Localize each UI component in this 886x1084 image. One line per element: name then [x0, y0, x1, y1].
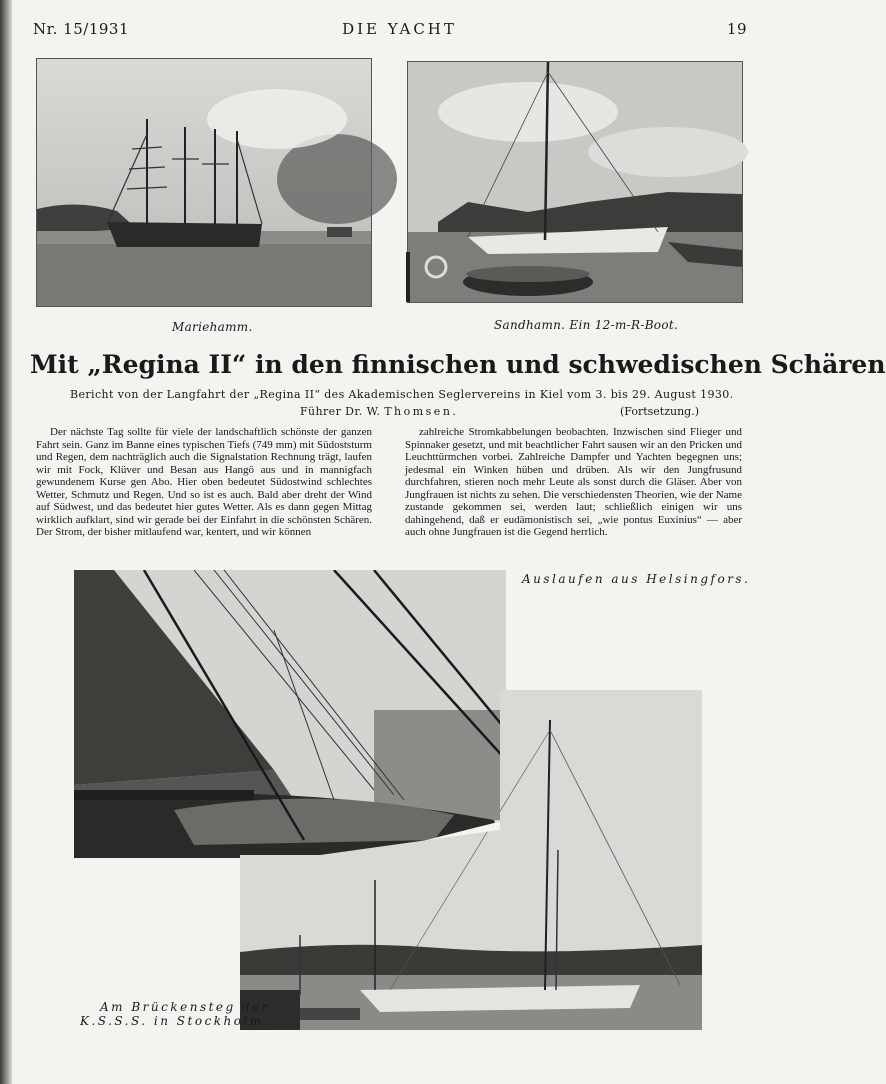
issue-number: Nr. 15/1931 [33, 20, 129, 38]
article-author [300, 405, 458, 418]
author-name: Thomsen. [384, 405, 459, 418]
article-subline: Bericht von der Langfahrt der „Regina II“ des Akademischen Seglervereins in Kiel vom 3. bis 29. August 1930. [70, 388, 734, 401]
continued-note: (Fortsetzung.) [620, 405, 699, 418]
article-column-right [405, 426, 742, 539]
page-binding-shadow [0, 0, 12, 1084]
article-column-left [36, 426, 372, 539]
caption-mariehamn: Mariehamm. [172, 320, 253, 334]
page-number: 19 [726, 20, 747, 38]
caption-stockholm-line1: Am Brückensteg der [99, 1000, 271, 1014]
caption-stockholm-line2: K.S.S.S. in Stockholm. [80, 1014, 271, 1028]
column-right-text: zahlreiche Stromkabbelungen beobachten. Inzwischen sind Flieger und Spinnaker gesetzt, und mit beachtlicher Fahrt sausen wir an den Pricken und Leuchttürmchen vorbei. Zahlreiche Dampfer und Yachten begegnen uns; jedesmal ein Winken hüben und drüben. Als wir den Jungfrusund durchfahren, stieren noch mehr Leute als sonst durch die Gläser. Aber von Jungfrauen ist nichts zu sehen. Die verschiedensten Theorien, wie der Name zustande gekommen sei, werden laut; schließlich einigen wir uns dahingehend, daß er eudämonistisch sei, „wie pontus Euxinius“ — aber auch ohne Jungfrauen ist die Gegend herrlich. [405, 426, 742, 538]
photo-mariehamn [36, 58, 372, 307]
caption-stockholm [80, 1000, 270, 1028]
caption-helsingfors: Auslaufen aus Helsingfors. [522, 572, 751, 586]
magazine-title: DIE YACHT [342, 20, 457, 38]
caption-sandhamn: Sandhamn. Ein 12-m-R-Boot. [494, 318, 679, 332]
column-left-text: Der nächste Tag sollte für viele der landschaftlich schönste der ganzen Fahrt sein. Ganz im Banne eines typischen Tiefs (749 mm) mit Südoststurm und Regen, dem nachträglich auch die Signalstation Rechnung trägt, laufen wir mit Fock, Klüver und Besan aus Hangö aus und in mannigfach gewundenem Kurse gen Abo. Hier oben bedeutet Südostwind schlechtes Wetter, Schmutz und Regen. Und so ist es auch. Bald aber dreht der Wind auf Südwest, und das bedeutet hier gutes Wetter. Als es dann gegen Mittag wirklich aufklart, sind wir gerade bei der Einfahrt in die schönsten Schären. Der Strom, der bisher mitlaufend war, kentert, und wir können [36, 426, 372, 538]
photo-sandhamn [407, 61, 743, 303]
author-prefix: Führer Dr. W. [300, 405, 381, 418]
article-headline: Mit „Regina II“ in den finnischen und schwedischen Schären [30, 350, 886, 379]
photo-stockholm [240, 690, 702, 1030]
